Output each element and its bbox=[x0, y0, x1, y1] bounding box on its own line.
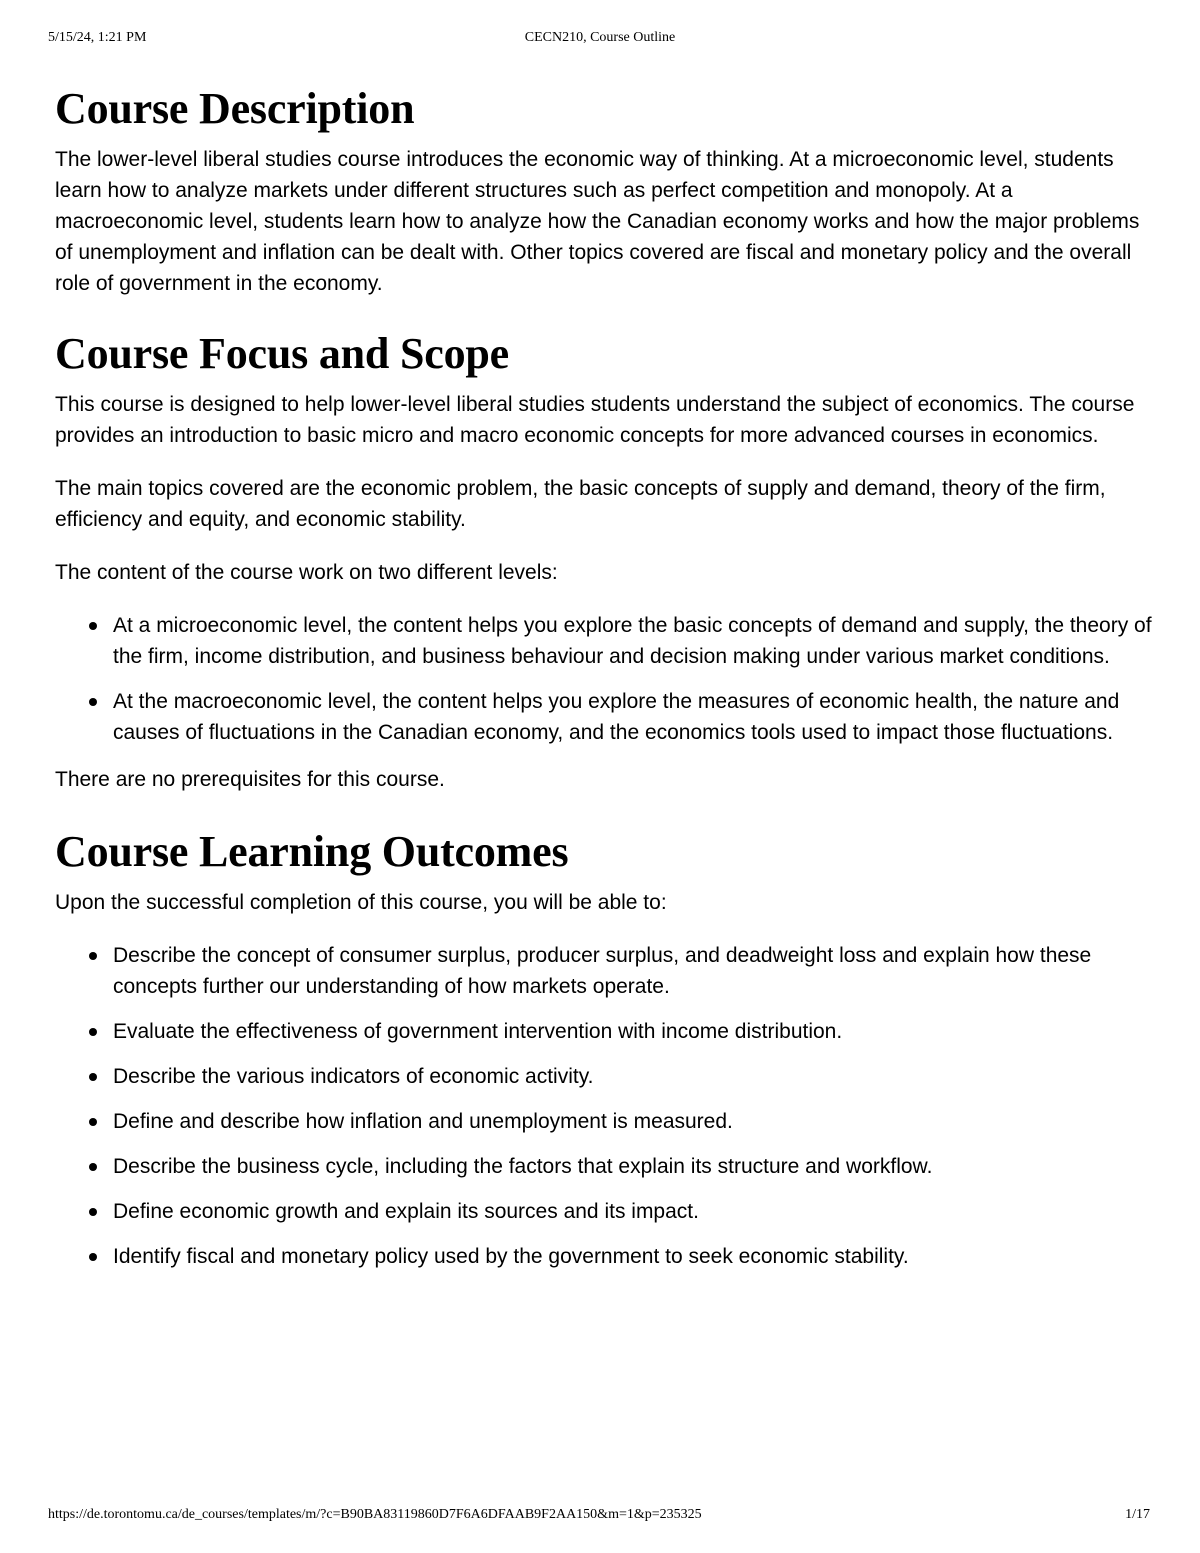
course-description-section bbox=[55, 82, 1155, 299]
print-footer bbox=[0, 1507, 1200, 1525]
list-item: At a microeconomic level, the content helps you explore the basic concepts of demand and supply, the theory of the firm, income distribution, and business behaviour and decision making under various market conditions. bbox=[113, 610, 1155, 672]
page-number: 1/17 bbox=[1125, 1507, 1150, 1522]
learning-outcomes-heading: Course Learning Outcomes bbox=[55, 827, 569, 876]
list-item: Define and describe how inflation and unemployment is measured. bbox=[113, 1106, 1155, 1137]
list-item: Evaluate the effectiveness of government intervention with income distribution. bbox=[113, 1016, 1155, 1047]
list-item: Define economic growth and explain its sources and its impact. bbox=[113, 1196, 1155, 1227]
course-focus-paragraph: This course is designed to help lower-level liberal studies students understand the subject of economics. The course provides an introduction to basic micro and macro economic concepts for more advanced courses in economics. bbox=[55, 393, 1135, 447]
document-content bbox=[55, 82, 1155, 1294]
print-document-title: CECN210, Course Outline bbox=[524, 30, 676, 45]
list-item: Describe the business cycle, including the factors that explain its structure and workflow. bbox=[113, 1151, 1155, 1182]
list-item: Describe the concept of consumer surplus, producer surplus, and deadweight loss and explain how these concepts further our understanding of how markets operate. bbox=[113, 940, 1155, 1002]
learning-outcomes-section bbox=[55, 825, 1155, 1272]
course-levels-intro: The content of the course work on two different levels: bbox=[55, 561, 558, 584]
course-focus-heading: Course Focus and Scope bbox=[55, 329, 509, 378]
print-header bbox=[0, 30, 1200, 48]
course-levels-list bbox=[55, 610, 1155, 748]
course-description-heading: Course Description bbox=[55, 84, 415, 133]
course-description-paragraph: The lower-level liberal studies course introduces the economic way of thinking. At a microeconomic level, students learn how to analyze markets under different structures such as perfect competition and monopoly. At a macroeconomic level, students learn how to analyze how the Canadian economy works and how the major problems of unemployment and inflation can be dealt with. Other topics covered are fiscal and monetary policy and the overall role of government in the economy. bbox=[55, 148, 1140, 295]
list-item: Describe the various indicators of economic activity. bbox=[113, 1061, 1155, 1092]
list-item: At the macroeconomic level, the content helps you explore the measures of economic health, the nature and causes of fluctuations in the Canadian economy, and the economics tools used to impact those fluctuations. bbox=[113, 686, 1155, 748]
list-item: Identify fiscal and monetary policy used by the government to seek economic stability. bbox=[113, 1241, 1155, 1272]
learning-outcomes-intro: Upon the successful completion of this course, you will be able to: bbox=[55, 891, 667, 914]
course-topics-paragraph: The main topics covered are the economic problem, the basic concepts of supply and demand, theory of the firm, efficiency and equity, and economic stability. bbox=[55, 477, 1106, 531]
print-url: https://de.torontomu.ca/de_courses/templates/m/?c=B90BA83119860D7F6A6DFAAB9F2AA150&m=1&p=235325 bbox=[48, 1507, 702, 1522]
prerequisites-note: There are no prerequisites for this course. bbox=[55, 768, 445, 791]
course-focus-section bbox=[55, 327, 1155, 795]
learning-outcomes-list bbox=[55, 940, 1155, 1272]
print-datetime: 5/15/24, 1:21 PM bbox=[48, 30, 147, 45]
